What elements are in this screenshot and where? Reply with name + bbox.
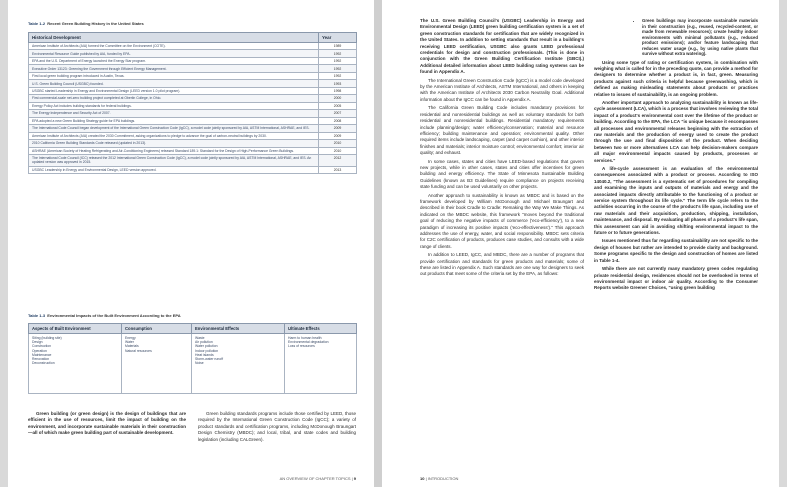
paragraph: Issues mentioned thus far regarding sustainability are not specific to the design of houses but rather are intended to provide clarity and background. Some programs specific to the design and construction of homes are listed in Table 1-4. xyxy=(594,238,758,263)
table2-caption xyxy=(28,313,181,318)
cell-item: Water xyxy=(125,340,134,345)
year-cell: 2013 xyxy=(319,166,357,173)
year-cell: 1992 xyxy=(319,57,357,64)
paragraph: The California Green Building Code includes mandatory provisions for residential and nonresidential buildings as well as voluntary standards for both residential and nonresidential buildings. Residential mandatory requirements include planning/design; water efficiency/conservation; material and resource efficiency; building maintenance and operation; environmental quality. Other required items include landscaping, carpet (and carpet cushion), and other interior finishes and materials; interior moisture control; environmental comfort; interior air quality; and exhaust. xyxy=(420,105,584,156)
year-cell: 2000 xyxy=(319,95,357,102)
history-table-body xyxy=(29,43,357,174)
cell-item: Waste xyxy=(195,336,205,340)
table1-title: Recent Green Building History in the United States xyxy=(47,21,144,26)
env-effects-cell xyxy=(192,334,285,394)
aspects-cell xyxy=(29,334,122,394)
cell-item: Design xyxy=(32,340,43,345)
table-row xyxy=(29,334,357,394)
left-text-col-a xyxy=(28,411,186,439)
table-row xyxy=(29,140,357,147)
cell-item: Loss of resources xyxy=(288,344,315,349)
year-cell: 1989 xyxy=(319,43,357,50)
cell-item: Air pollution xyxy=(195,340,213,345)
history-cell: EPA and the U.S. Department of Energy launched the Energy Star program. xyxy=(29,57,319,64)
cell-item: Maintenance xyxy=(32,352,52,357)
year-cell: 2009 xyxy=(319,132,357,139)
history-col-header: Historical Development xyxy=(29,33,319,43)
paragraph: While there are not currently many mandatory green codes regulating private residential design, residences should not be overlooked in terms of environmental impact or indoor air quality. According to the Consumer Reports website Greener Choices, "using green building xyxy=(594,266,758,291)
table2-number: Table 1-3 xyxy=(28,313,46,318)
paragraph: In some cases, states and cities have LEED-based regulations that govern new projects, while in other cases, states and cities offer incentives for green building and energy efficiency. The State of Minnesota Sustainable Building Guidelines (known as B3 Guidelines) require compliance on projects receiving state funding and can be used voluntarily on other projects. xyxy=(420,158,584,190)
history-cell: American Institute of Architects (AIA) formed the Committee on the Environment (COTE). xyxy=(29,43,319,50)
cell-item: Energy xyxy=(125,336,136,340)
history-cell: USGBC Leadership in Energy and Environmental Design, LEED version approved. xyxy=(29,166,319,173)
year-cell: 1992 xyxy=(319,50,357,57)
env-effects-col-header: Environmental Effects xyxy=(192,324,285,334)
year-cell: 2012 xyxy=(319,155,357,167)
history-cell: USGBC started Leadership in Energy and Environmental Design (LEED version 1.0 pilot program). xyxy=(29,87,319,94)
table1-number: Table 1-2 xyxy=(28,21,46,26)
left-page xyxy=(8,0,374,487)
right-text-col-2 xyxy=(594,18,758,294)
history-cell: Environmental Resource Guide published by AIA, funded by EPA. xyxy=(29,50,319,57)
table-row xyxy=(29,147,357,154)
table-row xyxy=(29,80,357,87)
cell-item: Harm to human health xyxy=(288,336,322,340)
paragraph: Another important approach to analyzing sustainability is known as life-cycle assessment (LCA), which is a process that involves reviewing the total impact of a product's environmental cost over the lifetime of the product or building. According to the EPA, the LCA "is unique because it encompasses all processes and environmental releases beginning with the extraction of raw materials and the production of energy used to create the product through the use and final disposition of the product. When deciding between two or more alternatives LCA can help decision-makers compare all major environmental impacts caused by products, processes or services." xyxy=(594,99,758,163)
cell-item: Water pollution xyxy=(195,344,218,349)
year-cell: 2010 xyxy=(319,147,357,154)
cell-item: Heat islands xyxy=(195,352,214,357)
history-cell: The International Code Council (ICC) released the 2012 International Green Construction Code (IgCC), a model code jointly sponsored by AIA, ASTM International, ASHRAE, and IES. An updated version was approved in 2015. xyxy=(29,155,319,167)
history-cell: U.S. Green Building Council (USGBC) founded. xyxy=(29,80,319,87)
table-row xyxy=(29,125,357,132)
paragraph: Another approach to sustainability is known as MBDC and is based on the framework developed by William McDonough and Michael Braungart and described in their book Cradle to Cradle: Remaking the Way We Make Things. As indicated on the MBDC website, this framework "moves beyond the traditional goal of reducing the negative impacts of commerce ('eco-efficiency'), to a new paradigm of increasing its positive impacts ('eco-effectiveness')." This approach addresses the use of energy, water, and social responsibility. MBDC sets criteria for C2C certification of products, produces case studies, and consults with a wide range of clients. xyxy=(420,192,584,249)
year-cell: 1998 xyxy=(319,87,357,94)
year-cell: 2009 xyxy=(319,125,357,132)
cell-item: Storm-water runoff xyxy=(195,357,224,362)
left-text-col-b xyxy=(198,411,356,445)
year-cell: 2010 xyxy=(319,140,357,147)
table-row xyxy=(29,57,357,64)
year-cell: 1992 xyxy=(319,72,357,79)
gutter xyxy=(374,0,382,487)
ultimate-effects-col-header: Ultimate Effects xyxy=(285,324,357,334)
year-cell: 2005 xyxy=(319,102,357,109)
right-page-number: 10 xyxy=(420,476,425,481)
cell-item: Renovation xyxy=(32,357,50,362)
year-col-header: Year xyxy=(319,33,357,43)
cell-item: Noise xyxy=(195,361,204,366)
table-row xyxy=(29,72,357,79)
list-item: • Green buildings may incorporate sustainable materials in their construction (e.g., reused, recycled-content, or made from renewable resources); create healthy indoor environments with minimal pollutants (e.g., reduced product emissions); and/or feature landscaping that reduces water usage (e.g., by using native plants that survive without extra watering). xyxy=(642,18,758,57)
year-cell: 1993 xyxy=(319,80,357,87)
aspects-col-header: Aspects of Built Environment xyxy=(29,324,122,334)
table-row xyxy=(29,50,357,57)
history-cell: 2010 California Green Building Standards Code released (updated in 2013). xyxy=(29,140,319,147)
history-cell: First local green building program introduced in Austin, Texas. xyxy=(29,72,319,79)
year-cell: 2008 xyxy=(319,117,357,124)
right-footer-title: INTRODUCTION xyxy=(427,476,459,481)
paragraph: A life-cycle assessment is an evaluation of the environmental consequences associated with a product or process. According to ISO 14040.2, "The assessment is a systematic set of procedures for compiling and examining the inputs and outputs of materials and energy and the associated impacts directly attributable to the functioning of a product or service system throughout its life cycle." The term life cycle refers to the activities occurring in the course of the product's life span, including use of raw materials and their acquisition, production, shipping, installation, maintenance, and disposal. By evaluating all phases of a product's life span, this assessment can aid in avoiding shifting environmental impact to the future or to future generations. xyxy=(594,166,758,236)
consumption-col-header: Consumption xyxy=(122,324,192,334)
left-footer-title: AN OVERVIEW OF CHAPTER TOPICS xyxy=(279,476,351,481)
table-row xyxy=(29,87,357,94)
table2-title: Environmental Impacts of the Built Environment According to the EPA xyxy=(47,313,181,318)
table-row xyxy=(29,132,357,139)
green-building-history-table xyxy=(28,32,357,174)
cell-item: Siting (building site) xyxy=(32,336,62,340)
table-row xyxy=(29,155,357,167)
year-cell: 1992 xyxy=(319,65,357,72)
right-page xyxy=(382,0,779,487)
table-row xyxy=(29,117,357,124)
history-cell: Executive Order 13123: Greening the Government through Efficient Energy Management. xyxy=(29,65,319,72)
ultimate-effects-cell xyxy=(285,334,357,394)
green-building-paragraph: Green building (or green design) is the design of buildings that are efficient in the use of resources, limit the impact of building on the environment, and incorporate sustainable materials in their construction—all of which make green building part of sustainable development. xyxy=(28,411,186,436)
cell-item: Deconstruction xyxy=(32,361,55,366)
table-row xyxy=(29,110,357,117)
right-text-col-1 xyxy=(420,18,584,280)
paragraph: The U.S. Green Building Council's (USGBC) Leadership in Energy and Environmental Design (LEED) green building certification system is a set of green construction standards for certification that are widely recognized in the United States. In addition to setting standards that result in a building's receiving LEED certification, USGBC also grants LEED professional credentials for design and construction professionals. (This is done in conjunction with the Green Building Certification Institute (GBCI).) Additional detailed information about LEED building rating systems can be found in Appendix A. xyxy=(420,18,584,75)
year-cell: 2007 xyxy=(319,110,357,117)
cell-item: Natural resources xyxy=(125,348,152,353)
paragraph: Using some type of rating or certification system, in combination with weighing what is called for in the preceding quote, can provide a method for designers to determine whether a product is, in fact, green. Measuring products against such criteria is helpful because greenwashing, which is defined as making misleading statements about products or practices relative to issues of sustainability, is an ongoing problem. xyxy=(594,59,758,97)
history-cell: ASHRAE (American Society of Heating Refrigerating and Air-Conditioning Engineers) released Standard 189.1: Standard for the Design of High-Performance Green Buildings. xyxy=(29,147,319,154)
cell-item: Operation xyxy=(32,348,47,353)
paragraph: The International Green Construction Code (IgCC) is a model code developed by the American Institute of Architects, ASTM International, and others in keeping with the American Institute of Architects 2030 Carbon Neutrality Goal. Additional information about the IgCC can be found in Appendix A. xyxy=(420,77,584,102)
table1-caption xyxy=(28,21,144,26)
history-cell: The Energy Independence and Security Act of 2007. xyxy=(29,110,319,117)
consumption-cell xyxy=(122,334,192,394)
table-row xyxy=(29,95,357,102)
standards-paragraph: Green building standards programs include those certified by LEED, those required by the International Green Construction Code (IgCC); a variety of product standards and certification programs, including McDonough Braungart Design Chemistry (MBDC); and local, tribal, and state codes and building legislation (including CALGreen). xyxy=(198,411,356,442)
table-row xyxy=(29,166,357,173)
history-cell: The International Code Council began development of the International Green Construction Code (IgCC), a model code jointly sponsored by AIA, ASTM International, ASHRAE, and IES. xyxy=(29,125,319,132)
table-row xyxy=(29,102,357,109)
table-row xyxy=(29,65,357,72)
left-page-number: 9 xyxy=(353,476,356,481)
history-cell: EPA adopted a new Green Building Strategy guide for EPA buildings. xyxy=(29,117,319,124)
paragraph: In addition to LEED, IgCC, and MBDC, there are a number of programs that provide certification and standards for green products and materials; some of these are listed in Appendix A. Such standards are one way for designers to seek out products that meet some of the criteria set by the EPA, as follows: xyxy=(420,252,584,277)
cell-item: Environmental degradation xyxy=(288,340,329,345)
cell-item: Construction xyxy=(32,344,52,349)
right-footer: 10 | INTRODUCTION xyxy=(420,476,459,481)
history-cell: Energy Policy Act includes building standards for federal buildings. xyxy=(29,102,319,109)
left-footer: AN OVERVIEW OF CHAPTER TOPICS | 9 xyxy=(279,476,356,481)
history-cell: American Institute of Architects (AIA) created the 2030 Commitment, asking organizations to pledge to advance the goal of carbon-neutral buildings by 2030. xyxy=(29,132,319,139)
table-row xyxy=(29,43,357,50)
history-cell: First commercial-scale net-zero building project completed at Oberlin College, in Ohio. xyxy=(29,95,319,102)
cell-item: Materials xyxy=(125,344,139,349)
cell-item: Indoor pollution xyxy=(195,348,219,353)
environmental-impacts-table xyxy=(28,323,357,394)
epa-criteria-list xyxy=(602,18,758,57)
